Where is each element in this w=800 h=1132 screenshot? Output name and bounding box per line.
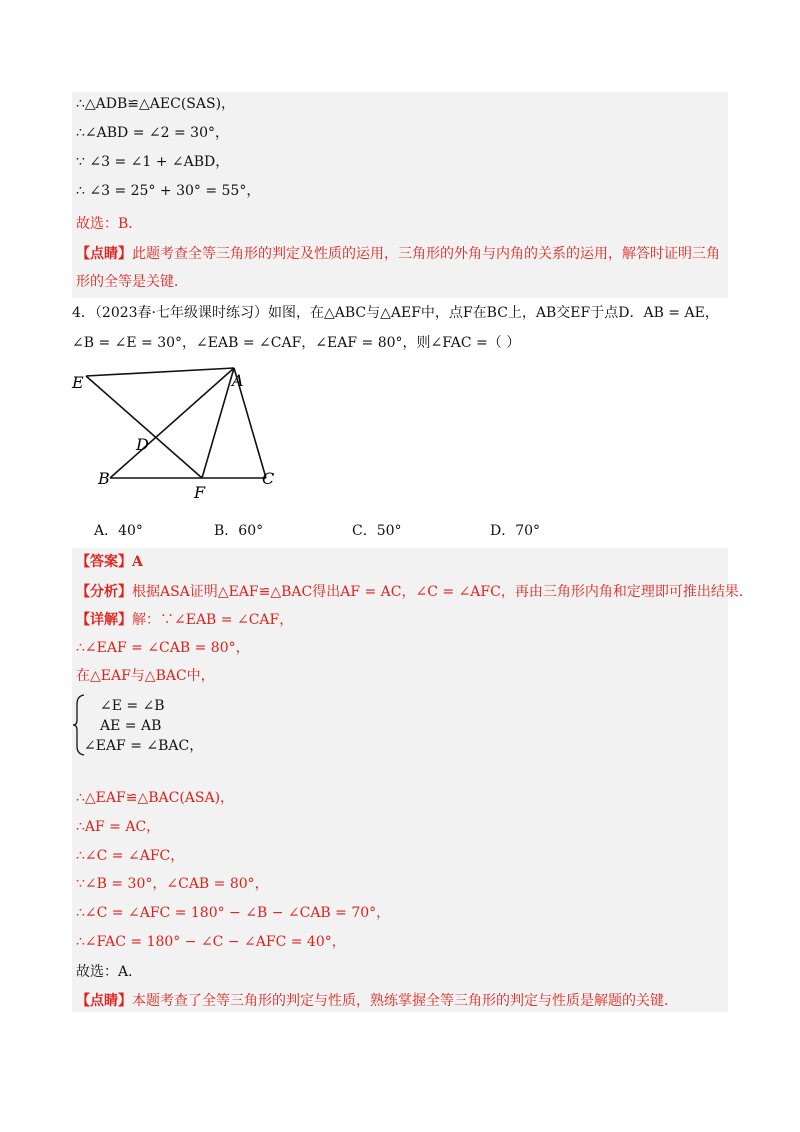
prev-step-4: ∴ ∠3 = 25° + 30° = 55°， bbox=[76, 183, 261, 199]
prev-comment-2: 形的全等是关键． bbox=[76, 274, 188, 290]
option-b[interactable]: B．60° bbox=[214, 523, 264, 539]
system-eq-3: ∠EAF = ∠BAC， bbox=[84, 738, 204, 754]
option-c[interactable]: C．50° bbox=[352, 523, 402, 539]
step-3: ∴△EAF≌△BAC(ASA)， bbox=[76, 790, 235, 806]
step-2: 在△EAF与△BAC中， bbox=[76, 668, 215, 684]
question-line-2: ∠B = ∠E = 30°，∠EAB = ∠CAF，∠EAF = 80°，则∠FAC =（ ） bbox=[72, 335, 521, 351]
step-5: ∴∠C = ∠AFC， bbox=[76, 848, 185, 864]
system-eq-2: AE = AB bbox=[100, 718, 162, 734]
answer-line: 【答案】A bbox=[76, 554, 143, 570]
step-1: ∴∠EAF = ∠CAB = 80°， bbox=[76, 640, 250, 656]
analysis-tag: 【分析】 bbox=[76, 584, 132, 600]
label-C: C bbox=[262, 469, 275, 488]
step-7: ∴∠C = ∠AFC = 180° − ∠B − ∠CAB = 70°， bbox=[76, 905, 391, 921]
label-E: E bbox=[72, 373, 84, 392]
system-eq-1: ∠E = ∠B bbox=[100, 698, 165, 714]
option-a[interactable]: A．40° bbox=[94, 523, 143, 539]
prev-comment-tag: 【点睛】 bbox=[76, 246, 132, 262]
prev-step-3: ∵ ∠3 = ∠1 + ∠ABD， bbox=[76, 154, 230, 170]
detail-text: 解：∵∠EAB = ∠CAF， bbox=[132, 612, 294, 628]
detail-line bbox=[76, 610, 293, 630]
prev-choose: 故选：B． bbox=[76, 216, 143, 232]
prev-step-1: ∴△ADB≌△AEC(SAS)， bbox=[76, 96, 236, 112]
step-6: ∵∠B = 30°，∠CAB = 80°， bbox=[76, 876, 269, 892]
label-F: F bbox=[194, 483, 206, 500]
prev-comment-text: 此题考查全等三角形的判定及性质的运用，三角形的外角与内角的关系的运用，解答时证明三角 bbox=[132, 246, 720, 262]
answer-comment-tag: 【点睛】 bbox=[76, 993, 132, 1009]
segment-AF bbox=[202, 368, 234, 478]
segment-BA bbox=[110, 368, 234, 478]
analysis-line bbox=[76, 582, 753, 602]
segment-EA bbox=[86, 368, 234, 376]
step-8: ∴∠FAC = 180° − ∠C − ∠AFC = 40°， bbox=[76, 934, 346, 950]
label-D: D bbox=[136, 435, 149, 454]
label-A: A bbox=[232, 371, 244, 390]
answer-comment bbox=[76, 991, 678, 1011]
option-d[interactable]: D．70° bbox=[490, 523, 541, 539]
analysis-text: 根据ASA证明△EAF≌△BAC得出AF = AC，∠C = ∠AFC，再由三角形内角和定理即可推出结果． bbox=[132, 584, 753, 600]
answer-choose: 故选：A． bbox=[76, 964, 143, 980]
answer-comment-text: 本题考查了全等三角形的判定与性质，熟练掌握全等三角形的判定与性质是解题的关键． bbox=[132, 993, 678, 1009]
segment-EF bbox=[86, 376, 202, 478]
detail-tag: 【详解】 bbox=[76, 612, 132, 628]
question-line-1: 4．（2023春·七年级课时练习）如图，在△ABC与△AEF中，点F在BC上，AB交EF于点D．AB = AE， bbox=[72, 305, 719, 321]
label-B: B bbox=[98, 469, 110, 488]
step-4: ∴AF = AC， bbox=[76, 819, 161, 835]
prev-step-2: ∴∠ABD = ∠2 = 30°， bbox=[76, 125, 229, 141]
geometry-figure bbox=[60, 360, 290, 500]
prev-comment-1 bbox=[76, 244, 720, 264]
